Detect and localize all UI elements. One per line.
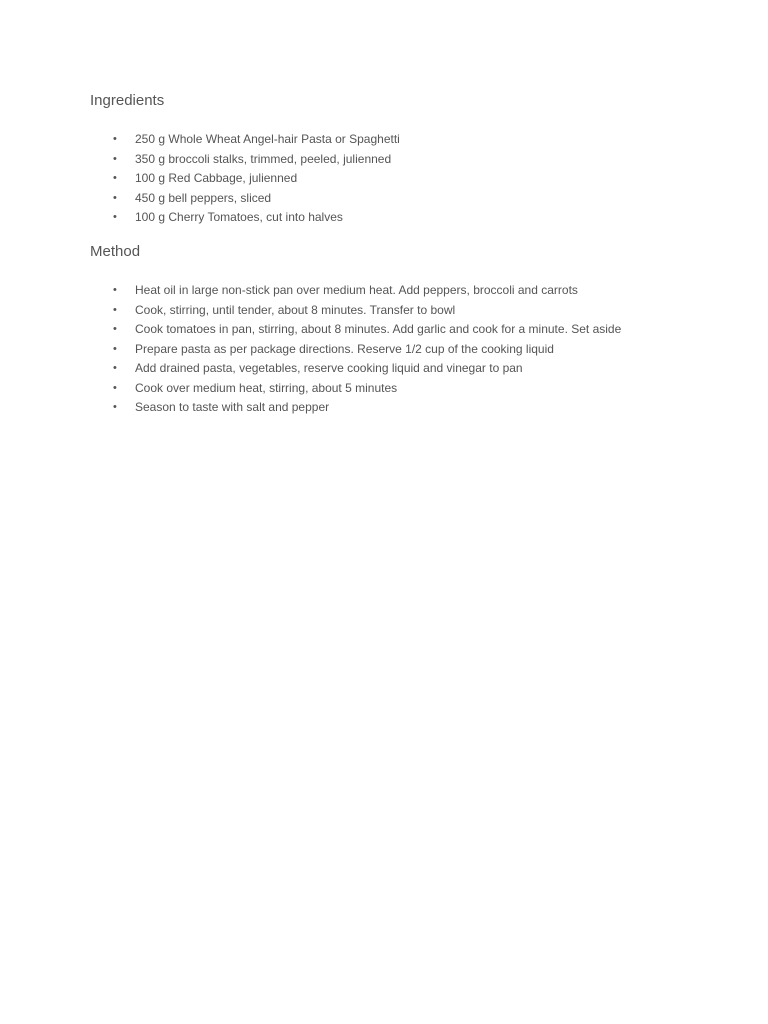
method-heading: Method (90, 243, 141, 260)
method-step-text: Prepare pasta as per package directions. Reserve 1/2 cup of the cooking liquid (135, 341, 554, 356)
method-step-text: Cook over medium heat, stirring, about 5 minutes (135, 380, 398, 395)
ingredient-text: 450 g bell peppers, sliced (135, 190, 272, 205)
bullet-icon: • (113, 323, 117, 335)
bullet-icon: • (113, 362, 117, 374)
ingredient-text: 250 g Whole Wheat Angel-hair Pasta or Spaghetti (135, 132, 400, 146)
method-step-text: Cook, stirring, until tender, about 8 minutes. Transfer to bowl (135, 302, 456, 317)
bullet-icon: • (113, 191, 117, 204)
method-step-text: Season to taste with salt and pepper (135, 400, 330, 414)
bullet-icon: • (113, 172, 117, 184)
ingredient-text: 100 g Cherry Tomatoes, cut into halves (135, 210, 343, 224)
ingredient-text: 350 g broccoli stalks, trimmed, peeled, julienned (135, 151, 392, 166)
bullet-icon: • (113, 401, 117, 413)
method-step-text: Add drained pasta, vegetables, reserve cooking liquid and vinegar to pan (135, 361, 523, 375)
bullet-icon: • (113, 284, 117, 296)
bullet-icon: • (113, 303, 117, 316)
bullet-icon: • (113, 152, 117, 165)
bullet-icon: • (113, 381, 117, 394)
method-step-text: Heat oil in large non-stick pan over medium heat. Add peppers, broccoli and carrots (135, 283, 578, 297)
ingredient-text: 100 g Red Cabbage, julienned (135, 171, 298, 185)
bullet-icon: • (113, 342, 117, 355)
bullet-icon: • (113, 211, 117, 223)
ingredients-heading: Ingredients (90, 92, 165, 109)
method-step-text: Cook tomatoes in pan, stirring, about 8 minutes. Add garlic and cook for a minute. Set aside (135, 322, 622, 336)
bullet-icon: • (113, 133, 117, 145)
